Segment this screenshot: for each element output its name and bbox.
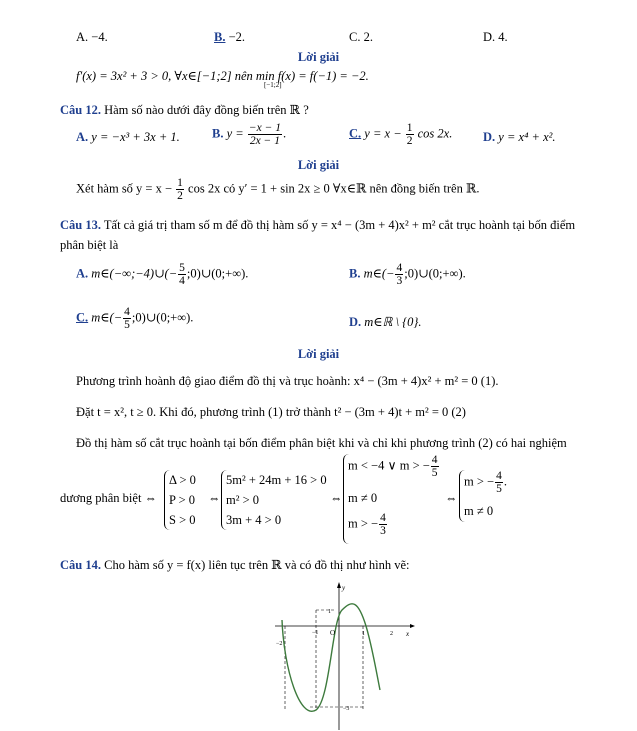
q11-option-d: D. 4.	[483, 30, 508, 44]
q13-option-a-letter: A.	[76, 266, 89, 281]
q13-option-b-fraction	[395, 262, 403, 287]
q13-sys1-row: Δ > 0	[169, 473, 196, 487]
q13-sys2-row: 5m² + 24m + 16 > 0	[226, 473, 327, 487]
q11-solution-line	[76, 68, 369, 89]
y-axis-label: y	[342, 584, 346, 592]
q13-solution-line2: Đặt t = x², t ≥ 0. Khi đó, phương trình (1) trở thành t² − (3m + 4)t + m² = 0 (2)	[76, 405, 466, 419]
q13-option-c-num: 4	[124, 306, 130, 318]
q12-option-c-fraction	[406, 122, 414, 147]
q13-equiv-2: ⇔	[330, 491, 343, 505]
q12-option-d-letter: D.	[483, 130, 496, 144]
x-axis-label: x	[406, 630, 410, 638]
q13-sys4-row1-fraction	[495, 470, 503, 495]
q11-option-b-letter: B.	[214, 30, 226, 44]
q12-solution-den: 2	[177, 190, 183, 202]
tick-label-y-neg3: −3	[343, 706, 350, 712]
q12-option-b-letter: B.	[212, 126, 224, 141]
q13-sys2-row: m² > 0	[226, 493, 260, 507]
q13-label: Câu 13.	[60, 218, 101, 232]
tick-label-x-1: 1	[362, 631, 365, 637]
q12-option-c-pre: y = x −	[364, 126, 402, 141]
tick-label-x-2: 2	[390, 631, 393, 637]
q13-question-line2: phân biệt là	[60, 238, 119, 252]
q13-sys3-row3-fraction	[379, 512, 387, 537]
tick-label-y-1: 1	[328, 609, 331, 615]
q12-option-c-num: 1	[406, 122, 413, 134]
q13-option-a-pre: m∈(−∞;−4)∪(−	[91, 266, 178, 281]
tick-label-x-neg2: −2	[276, 641, 283, 647]
q13-option-d-letter: D.	[349, 315, 362, 329]
q12-option-c	[349, 122, 452, 147]
q13-sys3-row1-fraction	[431, 454, 439, 479]
x-axis-arrow	[410, 624, 415, 628]
q12-option-d-text: y = x⁴ + x².	[498, 130, 556, 144]
q13-option-a-den: 4	[179, 275, 185, 287]
q12-label: Câu 12.	[60, 103, 101, 117]
q13-sys4-row1-post: .	[503, 474, 507, 489]
q13-option-d-text: m∈ℝ \ {0}.	[364, 315, 422, 329]
q12-option-b: B. y = $\frac{-x - 1}{2x - 1}$ .	[212, 122, 287, 147]
q13-option-a-post: ;0)∪(0;+∞).	[186, 266, 249, 281]
tick-label-x-neg1: −1	[312, 630, 319, 636]
q13-option-a-num: 5	[179, 262, 185, 274]
q13-sys3-row3-den: 3	[380, 525, 386, 537]
q12-solution-post: cos 2x có y′ = 1 + sin 2x ≥ 0 ∀x∈ℝ nên đồng biến trên ℝ.	[188, 181, 480, 196]
q11-option-b-value: −2.	[225, 30, 246, 44]
q13-option-a	[76, 262, 248, 287]
q12-solution-pre: Xét hàm số y = x −	[76, 181, 173, 196]
q13-option-b-post: ;0)∪(0;+∞).	[404, 266, 466, 281]
q12-text: Hàm số nào dưới đây đồng biến trên ℝ ?	[104, 103, 309, 117]
q13-system-3	[343, 454, 453, 544]
q13-option-b-letter: B.	[349, 266, 361, 281]
q13-sys3-row2: m ≠ 0	[348, 491, 378, 505]
q13-sys3-row3-num: 4	[380, 512, 386, 524]
q12-option-a-text: y = −x³ + 3x + 1.	[91, 130, 180, 144]
q12-option-c-den: 2	[406, 135, 413, 147]
q12-option-a	[76, 130, 180, 145]
origin-label: O	[330, 629, 336, 637]
q12-solution-line	[76, 177, 480, 202]
q12-solution-fraction	[176, 177, 184, 202]
q13-sys3-row3	[348, 512, 388, 537]
q13-sys4-row1-pre: m > −	[464, 474, 495, 489]
q13-solution-line4: dương phân biệt ⇔	[60, 491, 158, 505]
q14-function-graph	[270, 580, 420, 731]
q13-option-c-den: 5	[124, 319, 130, 331]
q12-option-d	[483, 130, 556, 145]
q12-option-b-pre: y =	[226, 126, 244, 141]
q13-sys4-row1-num: 4	[496, 470, 502, 482]
q13-sys3-row1	[348, 454, 440, 479]
q12-option-a-letter: A.	[76, 130, 89, 144]
q13-system-1	[164, 470, 196, 530]
q12-option-b-fraction	[248, 122, 282, 147]
q14-question	[60, 557, 410, 573]
q13-equiv-3: ⇔	[445, 491, 458, 505]
q13-equiv-1: ⇔	[208, 491, 221, 505]
q13-option-b-pre: m∈(−	[363, 266, 395, 281]
q13-option-a-fraction	[178, 262, 186, 287]
q12-option-c-post: cos 2x.	[417, 126, 453, 141]
q13-option-c-letter: C.	[76, 310, 89, 325]
q12-solution-num: 1	[177, 177, 183, 189]
q13-sys1-row: S > 0	[169, 513, 196, 527]
q13-option-b-num: 4	[396, 262, 403, 274]
q13-sys3-row3-pre: m > −	[348, 516, 379, 531]
q13-option-c-post: ;0)∪(0;+∞).	[131, 310, 194, 325]
q12-solution-heading: Lời giải	[297, 158, 340, 172]
q12-option-b-num: −x − 1	[248, 122, 281, 134]
q11-option-a: A. −4.	[76, 30, 108, 44]
q13-system-2	[221, 470, 327, 530]
q13-option-c	[76, 306, 193, 331]
q13-sys3-row1-den: 5	[431, 467, 438, 479]
q13-solution-line3: Đồ thị hàm số cắt trục hoành tại bốn điểm phân biệt khi và chỉ khi phương trình (2) có hai nghiệm	[76, 436, 567, 450]
q13-system-4	[459, 470, 534, 522]
q14-text: Cho hàm số y = f(x) liên tục trên ℝ và có đồ thị như hình vẽ:	[104, 558, 410, 572]
q13-solution-line1: Phương trình hoành độ giao điểm đồ thị và trục hoành: x⁴ − (3m + 4)x² + m² = 0 (1).	[76, 374, 499, 388]
q12-option-b-den: 2x − 1	[249, 135, 280, 147]
q13-sys4-row1	[464, 470, 507, 495]
q13-question-line1	[60, 218, 575, 233]
q11-solution-text: f′(x) = 3x² + 3 > 0, ∀x∈[−1;2] nên min f(x) = f(−1) = −2.	[76, 69, 369, 83]
q13-option-d	[349, 314, 422, 330]
q13-option-b-den: 3	[396, 275, 403, 287]
q12-question	[60, 102, 309, 118]
q11-solution-heading: Lời giải	[297, 50, 340, 64]
q12-option-c-letter: C.	[349, 126, 362, 141]
q13-sys4-row2: m ≠ 0	[464, 504, 494, 518]
q14-label: Câu 14.	[60, 558, 101, 572]
q13-sys3-row1-num: 4	[431, 454, 438, 466]
y-axis-arrow	[337, 582, 341, 588]
q13-sys2-row: 3m + 4 > 0	[226, 513, 282, 527]
q13-text-line1: Tất cả giá trị tham số m để đồ thị hàm số y = x⁴ − (3m + 4)x² + m² cắt trục hoành tại bốn điểm	[103, 218, 576, 232]
q11-min-subscript: [−1;2]	[264, 81, 282, 89]
function-curve	[282, 604, 380, 711]
q11-option-c: C. 2.	[349, 30, 373, 44]
q13-option-b	[349, 262, 466, 287]
q13-sys3-row1-pre: m < −4 ∨ m > −	[348, 458, 430, 473]
q13-sys1-row: P > 0	[169, 493, 196, 507]
q13-option-c-pre: m∈(−	[91, 310, 123, 325]
q13-sys4-row1-den: 5	[496, 483, 502, 495]
q13-option-c-fraction	[123, 306, 131, 331]
q11-option-b	[214, 30, 245, 45]
q13-solution-heading: Lời giải	[297, 347, 340, 361]
